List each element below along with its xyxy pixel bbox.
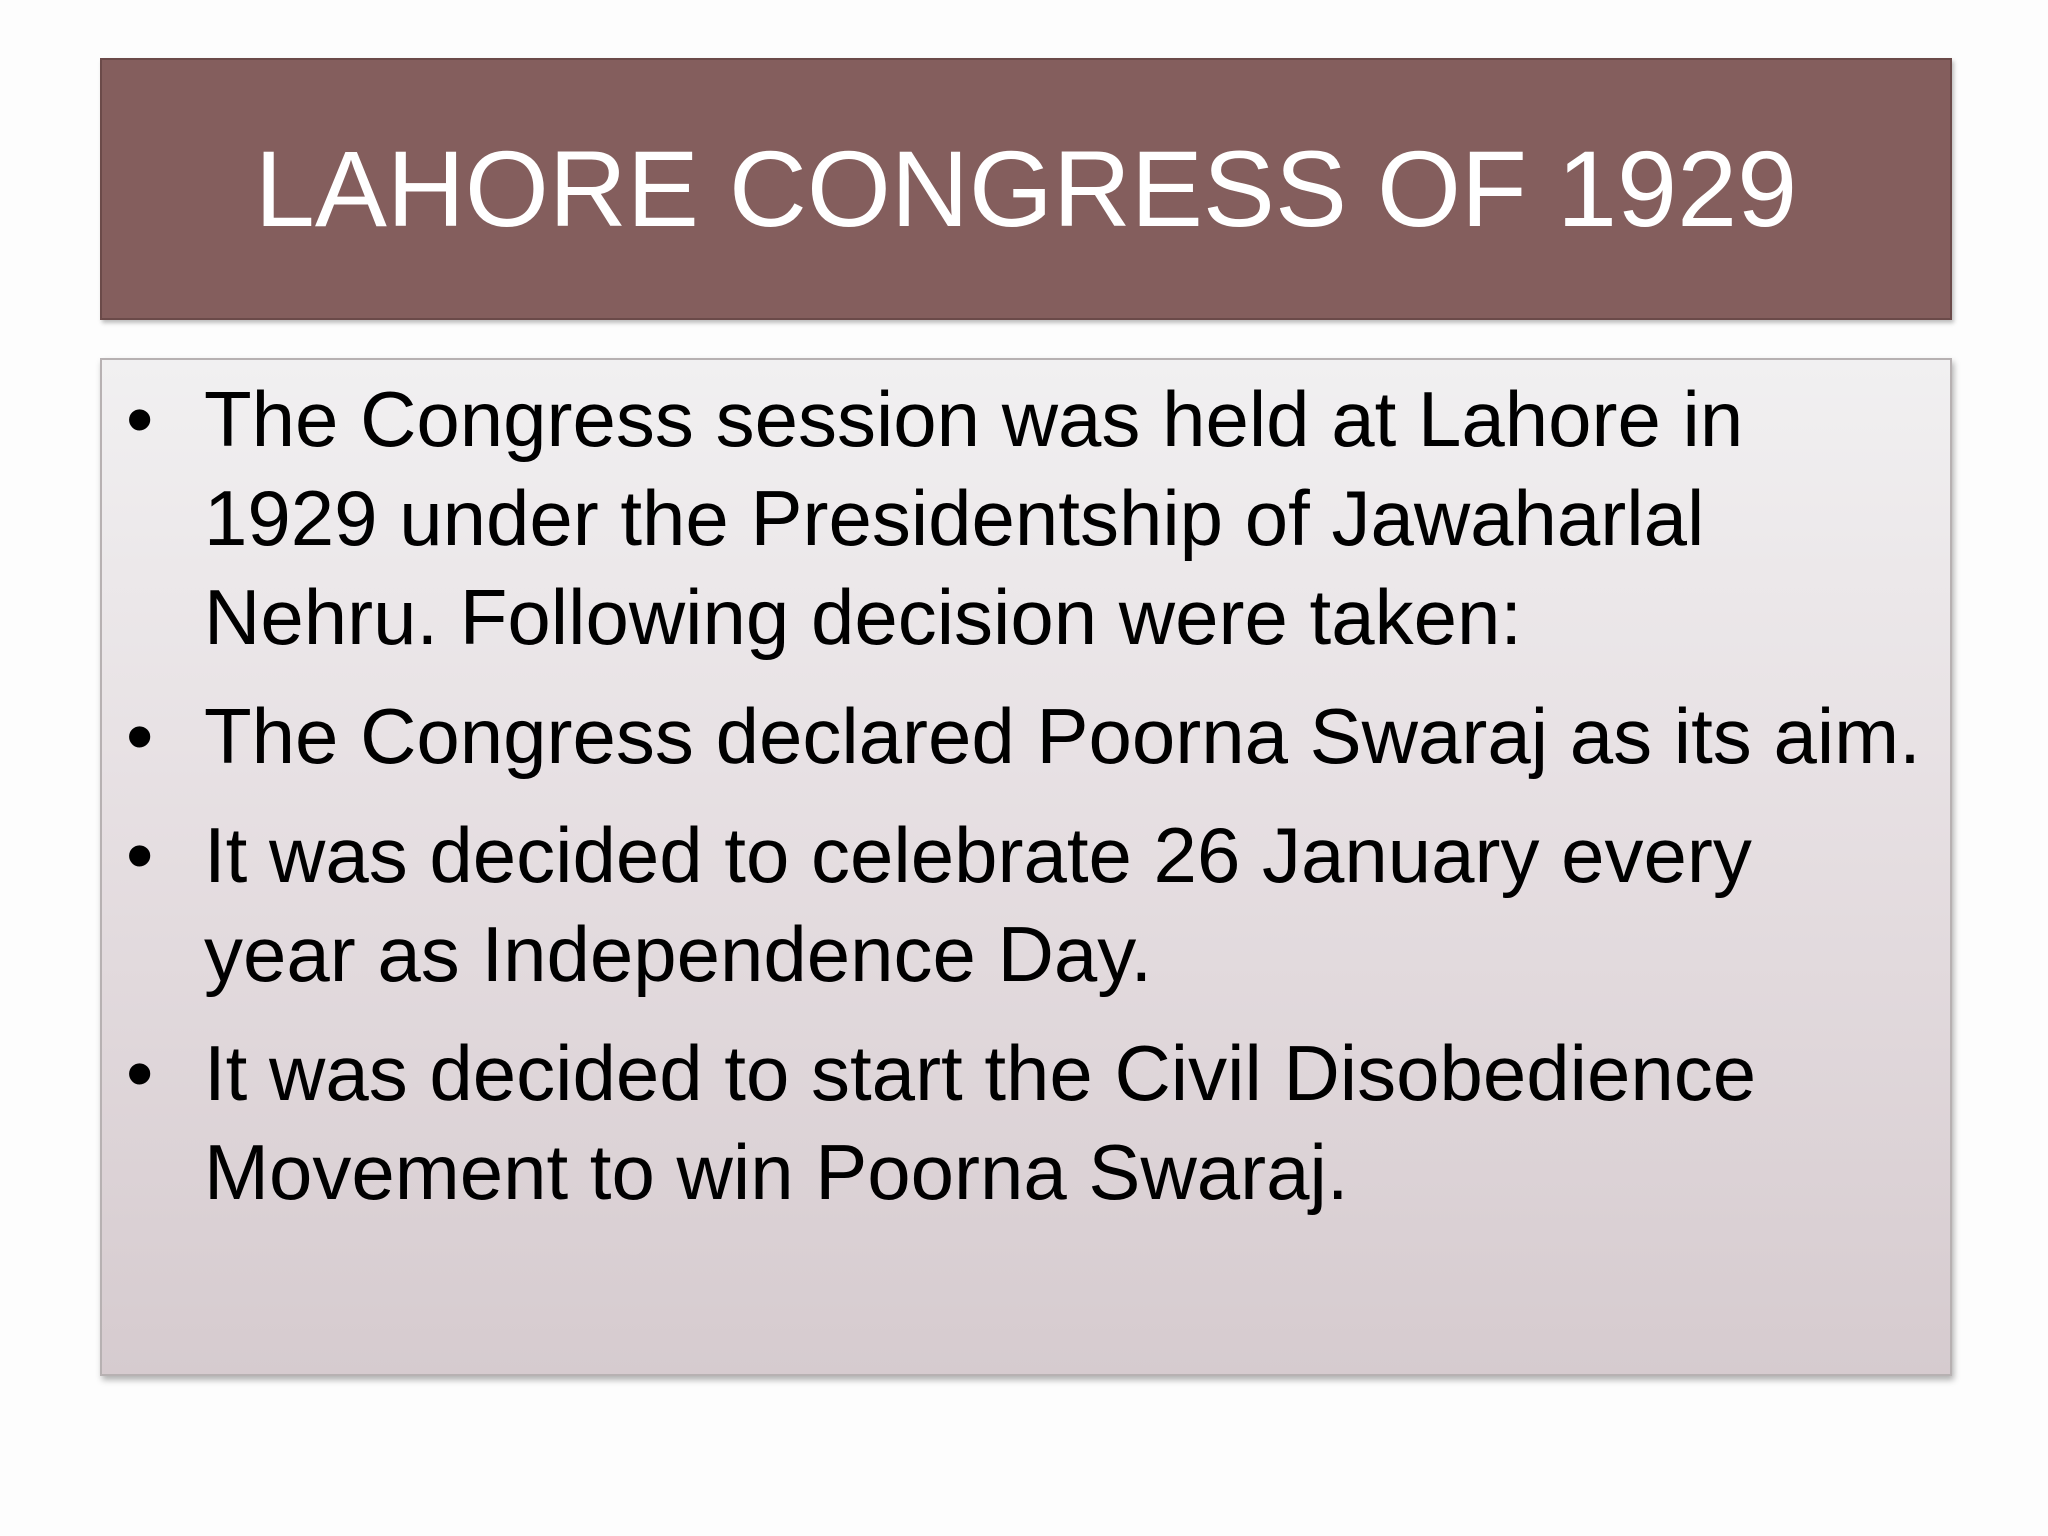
bullet-text: The Congress declared Poorna Swaraj as its aim.: [204, 692, 1921, 780]
bullet-dot-icon: •: [126, 1029, 154, 1117]
bullet-item: [124, 806, 1924, 1004]
bullet-item: [124, 1024, 1924, 1222]
bullet-text: The Congress session was held at Lahore in 1929 under the Presidentship of Jawaharlal Nehru. Following decision were taken:: [204, 375, 1744, 661]
bullet-dot-icon: •: [126, 692, 154, 780]
content-panel: [100, 358, 1952, 1376]
title-banner: [100, 58, 1952, 320]
bullet-text: It was decided to start the Civil Disobedience Movement to win Poorna Swaraj.: [204, 1029, 1757, 1216]
bullet-dot-icon: •: [126, 811, 154, 899]
bullet-text: It was decided to celebrate 26 January every year as Independence Day.: [204, 811, 1752, 998]
bullet-item: [124, 370, 1924, 667]
slide-title: LAHORE CONGRESS OF 1929: [254, 128, 1798, 249]
bullet-item: [124, 687, 1924, 786]
bullet-dot-icon: •: [126, 375, 154, 463]
bullet-list: [124, 370, 1924, 1242]
